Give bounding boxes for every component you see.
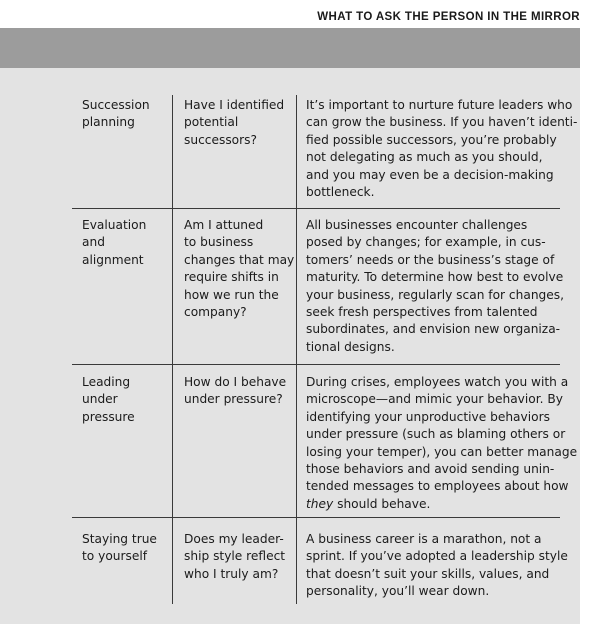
answer-cell [306, 374, 578, 513]
table-row-staying-true [72, 531, 568, 606]
topic-line: pressure [82, 409, 135, 424]
topic-cell [82, 531, 170, 566]
question-cell [184, 97, 300, 149]
topic-cell [82, 97, 170, 132]
question-line: Does my leader- [184, 532, 284, 546]
answer-line: posed by changes; for example, in cus- [306, 235, 546, 250]
page-title: WHAT TO ASK THE PERSON IN THE MIRROR [317, 11, 580, 23]
header-band [0, 28, 580, 68]
answer-line: All businesses encounter challenges [306, 218, 528, 232]
answer-line [306, 496, 562, 513]
question-cell [184, 531, 300, 583]
answer-line: tional designs. [306, 339, 395, 354]
question-line: Am I attuned [184, 218, 264, 232]
topic-line: alignment [82, 252, 144, 267]
topic-line: Succession [82, 98, 150, 112]
answer-line: subordinates, and envision new organiza- [306, 322, 561, 337]
answer-line: identifying your unproductive behaviors [306, 409, 550, 424]
answer-line: It’s important to nurture future leaders who [306, 98, 573, 112]
question-line: to business [184, 235, 254, 250]
table-row-succession-planning [72, 97, 578, 209]
question-line: company? [184, 305, 247, 320]
answer-line: not delegating as much as you should, [306, 150, 543, 165]
answer-line: under pressure (such as blaming others or [306, 427, 566, 442]
question-cell [184, 374, 300, 409]
answer-line: your business, regularly scan for changes, [306, 287, 565, 302]
question-line: successors? [184, 132, 257, 147]
question-line: who I truly am? [184, 566, 279, 581]
topic-line: and [82, 235, 105, 250]
answer-cell [306, 97, 578, 201]
topic-line: to yourself [82, 549, 148, 564]
answer-line-rest: should behave. [333, 496, 431, 511]
answer-line: seek fresh perspectives from talented [306, 305, 538, 320]
answer-line: tended messages to employees about how [306, 479, 569, 494]
question-line: under pressure? [184, 392, 283, 407]
question-line: Have I identified [184, 98, 285, 112]
question-line: changes that may [184, 252, 295, 267]
answer-line: sprint. If you’ve adopted a leadership style [306, 549, 568, 564]
answer-line: A business career is a marathon, not a [306, 532, 542, 546]
question-line: how we run the [184, 287, 279, 302]
question-line: require shifts in [184, 270, 279, 285]
question-line: ship style reflect [184, 549, 286, 564]
topic-cell [82, 374, 170, 426]
question-cell [184, 217, 300, 321]
table-row-leading-under-pressure [72, 374, 578, 518]
answer-line: that doesn’t suit your skills, values, and [306, 566, 550, 581]
answer-line: During crises, employees watch you with a [306, 375, 569, 389]
topic-cell [82, 217, 170, 269]
answer-line: those behaviors and avoid sending unin- [306, 462, 555, 477]
topic-line: Evaluation [82, 218, 147, 232]
table-row-evaluation-alignment [72, 217, 565, 365]
topic-line: under [82, 392, 118, 407]
question-line: How do I behave [184, 375, 287, 389]
answer-line: bottleneck. [306, 185, 375, 200]
answer-line: maturity. To determine how best to evolve [306, 270, 564, 285]
question-line: potential [184, 115, 239, 130]
emphasis-text: they [306, 496, 334, 511]
answer-cell [306, 531, 568, 601]
answer-line: tomers’ needs or the business’s stage of [306, 252, 555, 267]
answer-line: can grow the business. If you haven’t identi- [306, 115, 578, 130]
topic-line: Leading [82, 375, 131, 389]
topic-line: planning [82, 115, 135, 130]
answer-line: losing your temper), you can better manage [306, 444, 578, 459]
answer-line: and you may even be a decision-making [306, 167, 554, 182]
answer-line: microscope—and mimic your behavior. By [306, 392, 563, 407]
topic-line: Staying true [82, 532, 157, 546]
answer-line: personality, you’ll wear down. [306, 584, 490, 599]
answer-cell [306, 217, 565, 356]
answer-line: fied possible successors, you’re probably [306, 132, 557, 147]
